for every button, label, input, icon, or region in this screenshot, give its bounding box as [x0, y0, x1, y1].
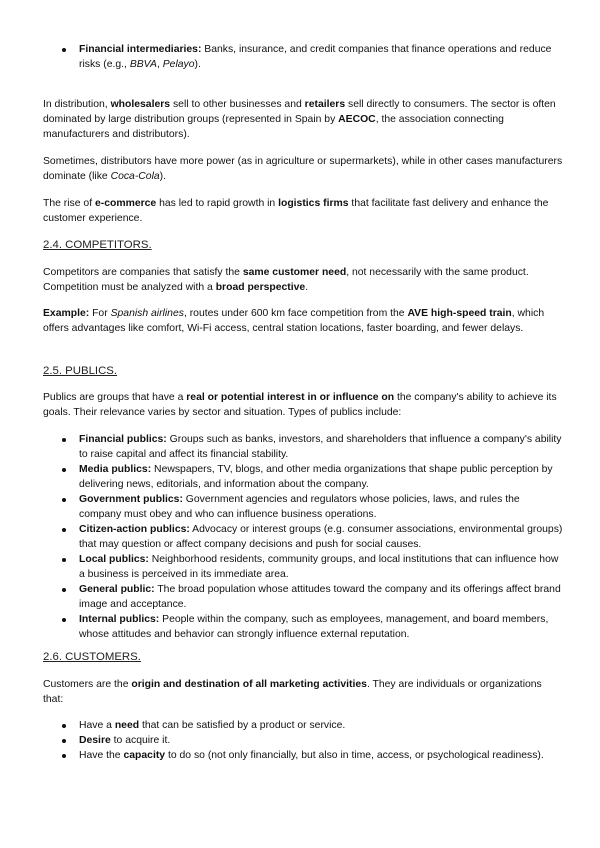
list-item: General public: The broad population whose attitudes toward the company and its offerings affect brand image and acceptance.: [43, 582, 563, 612]
list-item: Financial publics: Groups such as banks, investors, and shareholders that influence a company's ability to raise capital and affect its financial stability.: [43, 432, 563, 462]
list-item: Media publics: Newspapers, TV, blogs, and other media organizations that shape public perception by delivering news, editorials, and information about the company.: [43, 462, 563, 492]
intermediaries-list: [43, 42, 563, 72]
list-item: Government publics: Government agencies and regulators whose policies, laws, and rules the company must obey and who can influence business operations.: [43, 492, 563, 522]
item-label: Financial intermediaries:: [79, 44, 202, 55]
list-item: Have a need that can be satisfied by a product or service.: [43, 718, 563, 733]
distribution-paragraph-3: The rise of e-commerce has led to rapid growth in logistics firms that facilitate fast delivery and enhance the customer experience.: [43, 198, 549, 224]
list-item: Local publics: Neighborhood residents, community groups, and local institutions that can influence how a business is perceived in its immediate area.: [43, 552, 563, 582]
list-item: Desire to acquire it.: [43, 733, 563, 748]
list-item: Have the capacity to do so (not only financially, but also in time, access, or psychological readiness).: [43, 748, 563, 763]
section-heading-publics: 2.5. PUBLICS.: [43, 365, 118, 377]
competitors-example: Example: For Spanish airlines, routes under 600 km face competition from the AVE high-speed train, which offers advantages like comfort, Wi-Fi access, central station locations, faster boarding, and fewer delays.: [43, 308, 545, 334]
list-item: Internal publics: People within the company, such as employees, management, and board members, whose attitudes and behavior can strongly influence external reputation.: [43, 612, 563, 642]
competitors-paragraph: Competitors are companies that satisfy the same customer need, not necessarily with the same product. Competition must be analyzed with a broad perspective.: [43, 267, 529, 293]
distribution-paragraph-2: Sometimes, distributors have more power (as in agriculture or supermarkets), while in other cases manufacturers dominate (like Coca-Cola).: [43, 156, 563, 182]
list-item: Citizen-action publics: Advocacy or interest groups (e.g. consumer associations, environmental groups) that may question or affect company decisions and push for social causes.: [43, 522, 563, 552]
customers-intro: Customers are the origin and destination of all marketing activities. They are individuals or organizations that:: [43, 679, 542, 705]
section-heading-customers: 2.6. CUSTOMERS.: [43, 651, 141, 663]
distribution-paragraph-1: In distribution, wholesalers sell to other businesses and retailers sell directly to consumers. The sector is often dominated by large distribution groups (represented in Spain by AECOC, the association connecting manufacturers and distributors).: [43, 99, 556, 140]
publics-intro: Publics are groups that have a real or potential interest in or influence on the company's ability to achieve its goals. Their relevance varies by sector and situation. Types of publics include:: [43, 392, 557, 418]
customers-list: [43, 718, 563, 763]
publics-list: [43, 432, 563, 642]
section-heading-competitors: 2.4. COMPETITORS.: [43, 239, 152, 251]
list-item: Financial intermediaries: Banks, insurance, and credit companies that finance operations and reduce risks (e.g., BBVA, Pelayo).: [43, 42, 563, 72]
